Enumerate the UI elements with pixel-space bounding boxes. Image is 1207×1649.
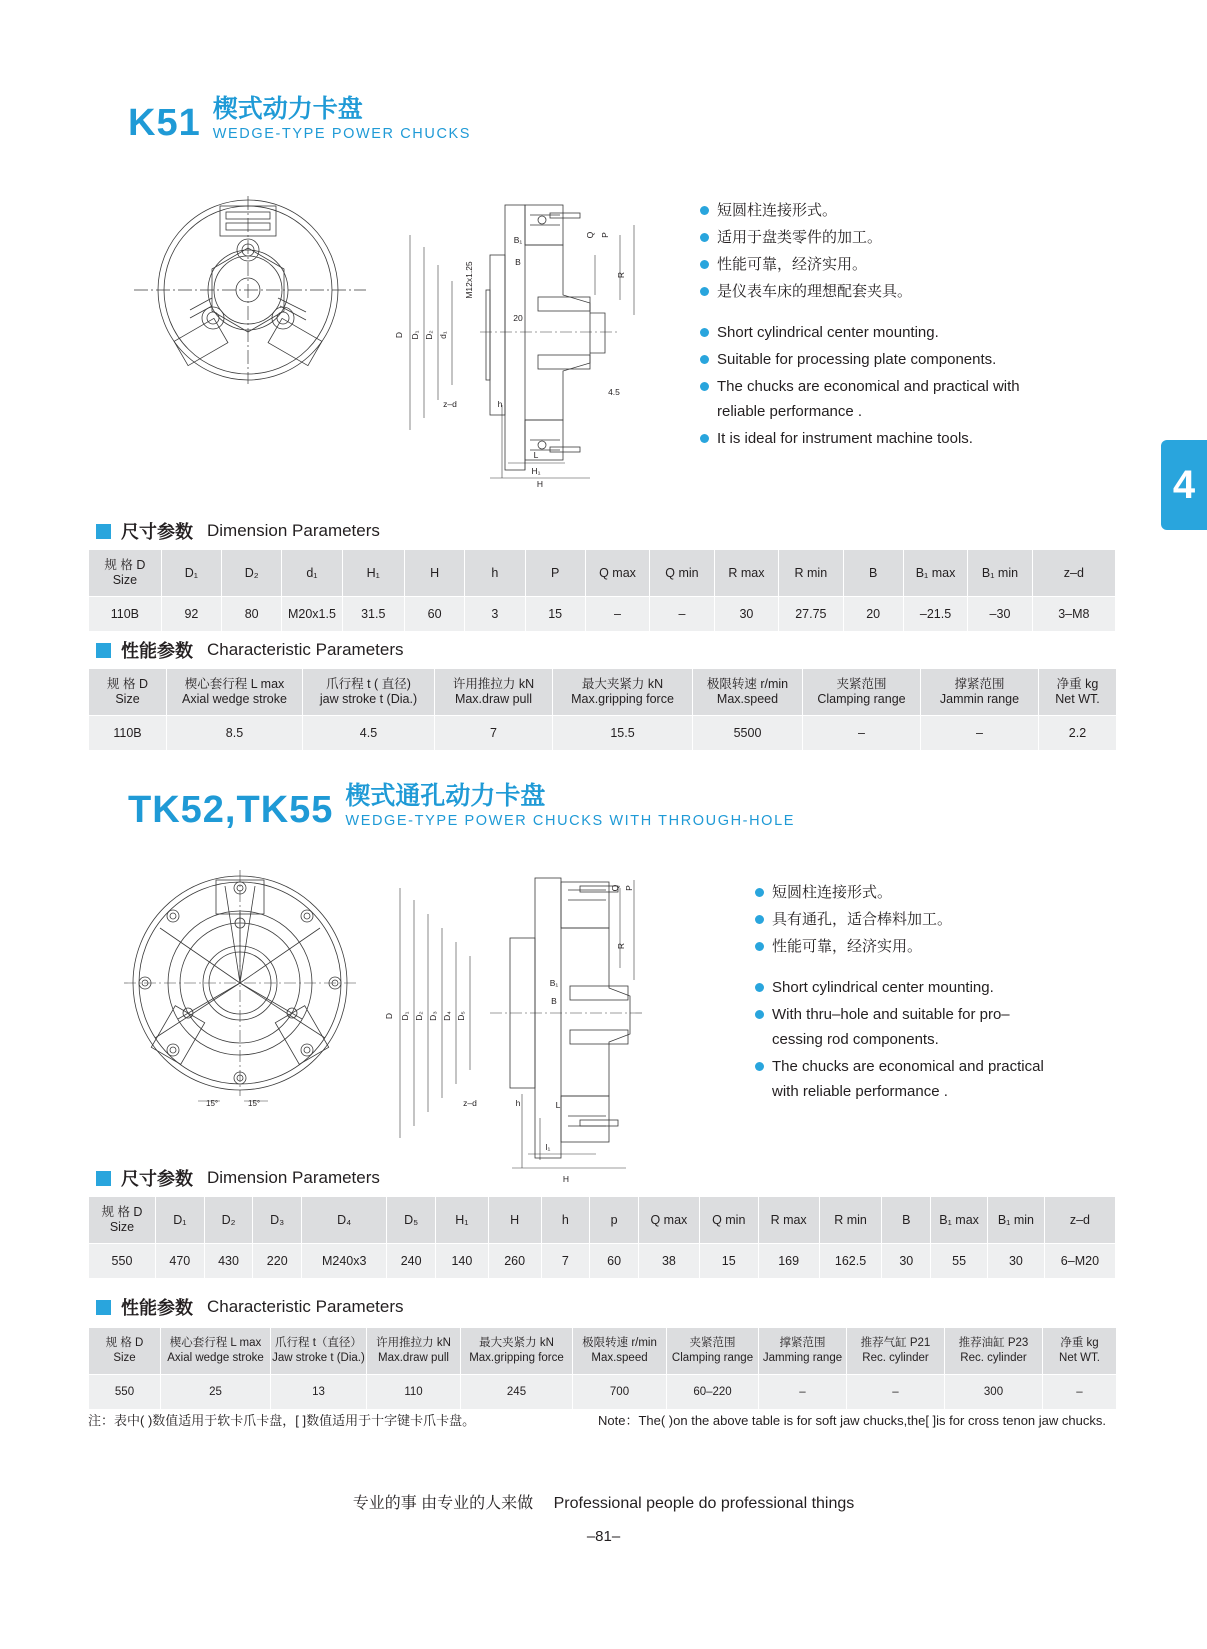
cell: 300 xyxy=(945,1375,1043,1410)
svg-text:H: H xyxy=(562,1174,570,1184)
svg-text:d₁: d₁ xyxy=(438,331,448,339)
cell: 7 xyxy=(435,716,553,751)
cell: 15 xyxy=(525,597,585,632)
bullet-text: Short cylindrical center mounting. xyxy=(717,324,939,341)
cell: 240 xyxy=(387,1244,436,1279)
col-rmax: R max xyxy=(714,550,778,597)
cell: – xyxy=(759,1375,847,1410)
cell: – xyxy=(585,597,649,632)
col-max-gripping-force: 最大夹紧力 kN Max.gripping force xyxy=(553,669,693,716)
table-row xyxy=(89,1244,1116,1279)
svg-text:z–d: z–d xyxy=(443,399,457,409)
bullet-text: 短圆柱连接形式。 xyxy=(717,202,838,219)
section1-code: K51 xyxy=(128,102,201,145)
bullet-text: The chucks are economical and practical with reliable performance . xyxy=(772,1058,1044,1100)
svg-text:B: B xyxy=(551,996,557,1006)
bullet-item xyxy=(755,1002,1055,1052)
col-max-speed: 极限转速 r/min Max.speed xyxy=(693,669,803,716)
heading-cn: 尺寸参数 xyxy=(121,1169,193,1189)
col-h1: H₁ xyxy=(342,550,404,597)
section2-title-en: WEDGE-TYPE POWER CHUCKS WITH THROUGH-HOLE xyxy=(345,813,796,830)
col-p: P xyxy=(525,550,585,597)
section2-title-cn: 楔式通孔动力卡盘 xyxy=(345,782,546,810)
col-d4: D₄ xyxy=(302,1197,387,1244)
section2-characteristic-table xyxy=(88,1327,1117,1410)
svg-text:L: L xyxy=(533,450,539,460)
svg-text:B₁: B₁ xyxy=(513,235,523,245)
section1-front-view-drawing xyxy=(120,190,380,390)
bullet-text: Short cylindrical center mounting. xyxy=(772,979,994,996)
cell: 3 xyxy=(465,597,525,632)
section2-title xyxy=(128,782,796,832)
svg-text:R: R xyxy=(616,271,626,279)
svg-text:D₄: D₄ xyxy=(442,1011,452,1021)
heading-cn: 性能参数 xyxy=(121,1298,193,1318)
square-marker-icon xyxy=(96,1171,111,1186)
bullet-text: 是仪表车床的理想配套夹具。 xyxy=(717,283,913,300)
svg-text:Q: Q xyxy=(610,884,620,892)
svg-text:R: R xyxy=(616,942,626,950)
svg-text:15°: 15° xyxy=(248,1099,261,1108)
col-b1min: B₁ min xyxy=(988,1197,1045,1244)
section2-bullets xyxy=(755,880,1055,1106)
col-size: 规 格 D Size xyxy=(89,669,167,716)
bullet-dot-icon xyxy=(755,983,764,992)
cell: – xyxy=(1043,1375,1117,1410)
cell: 60–220 xyxy=(667,1375,759,1410)
table-header-row xyxy=(89,550,1116,597)
cell: –21.5 xyxy=(903,597,967,632)
cell: 8.5 xyxy=(167,716,303,751)
section1-dim-heading xyxy=(96,518,380,544)
col-net-weight: 净重 kg Net WT. xyxy=(1039,669,1117,716)
col-hsmall: h xyxy=(465,550,525,597)
section1-title-cn: 楔式动力卡盘 xyxy=(212,95,363,123)
col-rmax: R max xyxy=(758,1197,819,1244)
cell: 25 xyxy=(161,1375,271,1410)
cell: 55 xyxy=(931,1244,988,1279)
col-qmin: Q min xyxy=(650,550,714,597)
svg-text:L: L xyxy=(555,1100,561,1110)
col-h1: H₁ xyxy=(436,1197,489,1244)
svg-text:B: B xyxy=(515,257,521,267)
square-marker-icon xyxy=(96,643,111,658)
cell: 92 xyxy=(161,597,221,632)
bullet-item xyxy=(700,225,1060,250)
col-max-draw-pull: 许用推拉力 kN Max.draw pull xyxy=(367,1328,461,1375)
col-jaw-stroke: 爪行程 t ( 直径) jaw stroke t (Dia.) xyxy=(303,669,435,716)
cell: – xyxy=(847,1375,945,1410)
section2-dim-heading xyxy=(96,1165,380,1191)
bullet-item xyxy=(700,279,1060,304)
cell: 430 xyxy=(204,1244,253,1279)
svg-text:D: D xyxy=(384,1012,394,1020)
col-net-weight: 净重 kg Net WT. xyxy=(1043,1328,1117,1375)
bullet-text: It is ideal for instrument machine tools. xyxy=(717,430,973,447)
col-d5: D₅ xyxy=(387,1197,436,1244)
section2-front-view-drawing xyxy=(120,868,370,1118)
col-hsmall: h xyxy=(541,1197,590,1244)
bullet-item xyxy=(755,975,1055,1000)
cell: 38 xyxy=(638,1244,699,1279)
col-p: p xyxy=(590,1197,639,1244)
col-qmax: Q max xyxy=(638,1197,699,1244)
svg-text:B₁: B₁ xyxy=(549,978,559,988)
bullet-text: With thru–hole and suitable for pro– cessing rod components. xyxy=(772,1006,1010,1048)
bullet-dot-icon xyxy=(755,915,764,924)
svg-text:D: D xyxy=(394,331,404,339)
section2-section-view-drawing xyxy=(380,868,650,1188)
svg-text:D₁: D₁ xyxy=(400,1011,410,1021)
bullet-text: The chucks are economical and practical with reliable performance . xyxy=(717,378,1020,420)
cell: 3–M8 xyxy=(1032,597,1115,632)
section1-title-en: WEDGE-TYPE POWER CHUCKS xyxy=(212,126,472,143)
col-d1small: d₁ xyxy=(282,550,342,597)
footnote-en: Note：The( )on the above table is for soft jaw chucks,the[ ]is for cross tenon jaw chucks. xyxy=(598,1413,1106,1428)
col-h: H xyxy=(488,1197,541,1244)
col-axial-wedge-stroke: 楔心套行程 L max Axial wedge stroke xyxy=(167,669,303,716)
col-max-draw-pull: 许用推拉力 kN Max.draw pull xyxy=(435,669,553,716)
cell: 27.75 xyxy=(779,597,843,632)
col-h: H xyxy=(404,550,464,597)
svg-text:P: P xyxy=(600,232,610,238)
col-size: 规 格 D Size xyxy=(89,1197,156,1244)
col-b1max: B₁ max xyxy=(931,1197,988,1244)
svg-text:D₅: D₅ xyxy=(456,1011,466,1021)
col-rmin: R min xyxy=(779,550,843,597)
footer-slogan-en: Professional people do professional things xyxy=(553,1495,855,1512)
cell: – xyxy=(650,597,714,632)
cell: 31.5 xyxy=(342,597,404,632)
cell: M240x3 xyxy=(302,1244,387,1279)
svg-text:D₂: D₂ xyxy=(414,1011,424,1021)
cell: 2.2 xyxy=(1039,716,1117,751)
bullet-item xyxy=(700,198,1060,223)
cell: 4.5 xyxy=(303,716,435,751)
col-size: 规 格 D Size xyxy=(89,550,162,597)
col-axial-wedge-stroke: 楔心套行程 L max Axial wedge stroke xyxy=(161,1328,271,1375)
heading-cn: 性能参数 xyxy=(121,641,193,661)
cell: 700 xyxy=(573,1375,667,1410)
cell: 550 xyxy=(89,1375,161,1410)
cell: 13 xyxy=(271,1375,367,1410)
bullet-text: 性能可靠，经济实用。 xyxy=(772,938,923,955)
col-rec-cylinder-p23: 推荐油缸 P23 Rec. cylinder xyxy=(945,1328,1043,1375)
bullet-text: 短圆柱连接形式。 xyxy=(772,884,893,901)
bullet-text: 性能可靠，经济实用。 xyxy=(717,256,868,273)
cell: 169 xyxy=(758,1244,819,1279)
cell: 7 xyxy=(541,1244,590,1279)
cell: 110 xyxy=(367,1375,461,1410)
heading-cn: 尺寸参数 xyxy=(121,522,193,542)
table-header-row xyxy=(89,1328,1117,1375)
svg-text:H₁: H₁ xyxy=(531,466,541,476)
section2-code: TK52,TK55 xyxy=(128,789,334,832)
cell: 110B xyxy=(89,597,162,632)
bullet-item xyxy=(700,252,1060,277)
col-jaw-stroke: 爪行程 t（直径） Jaw stroke t (Dia.) xyxy=(271,1328,367,1375)
svg-text:15°: 15° xyxy=(206,1099,219,1108)
col-b1max: B₁ max xyxy=(903,550,967,597)
cell: 60 xyxy=(590,1244,639,1279)
bullet-text: 具有通孔，适合棒料加工。 xyxy=(772,911,953,928)
svg-text:D₃: D₃ xyxy=(428,1011,438,1021)
col-zd: z–d xyxy=(1032,550,1115,597)
cell: 30 xyxy=(714,597,778,632)
bullet-dot-icon xyxy=(700,434,709,443)
svg-text:D₁: D₁ xyxy=(410,330,420,340)
heading-en: Dimension Parameters xyxy=(207,1168,380,1187)
svg-text:z–d: z–d xyxy=(463,1098,477,1108)
bullet-dot-icon xyxy=(700,260,709,269)
cell: 220 xyxy=(253,1244,302,1279)
section1-bullets xyxy=(700,198,1060,453)
col-b: B xyxy=(882,1197,931,1244)
heading-en: Dimension Parameters xyxy=(207,521,380,540)
square-marker-icon xyxy=(96,1300,111,1315)
cell: – xyxy=(921,716,1039,751)
bullet-dot-icon xyxy=(700,287,709,296)
svg-text:20: 20 xyxy=(513,313,523,323)
col-rmin: R min xyxy=(819,1197,882,1244)
svg-text:Q: Q xyxy=(585,231,595,239)
col-d1: D₁ xyxy=(161,550,221,597)
svg-text:h: h xyxy=(497,399,503,409)
cell: 6–M20 xyxy=(1044,1244,1115,1279)
col-max-speed: 极限转速 r/min Max.speed xyxy=(573,1328,667,1375)
col-d3: D₃ xyxy=(253,1197,302,1244)
table-row xyxy=(89,716,1117,751)
col-jamming-range: 撑紧范围 Jammin range xyxy=(921,669,1039,716)
section1-char-heading xyxy=(96,637,404,663)
section2-char-heading xyxy=(96,1294,404,1320)
bullet-item xyxy=(755,907,1055,932)
bullet-item xyxy=(700,347,1060,372)
col-zd: z–d xyxy=(1044,1197,1115,1244)
footer-slogan-cn: 专业的事 由专业的人来做 xyxy=(352,1495,534,1512)
svg-text:l₁: l₁ xyxy=(545,1142,551,1152)
page-number: –81– xyxy=(586,1528,621,1545)
table-row xyxy=(89,597,1116,632)
col-jamming-range: 撑紧范围 Jamming range xyxy=(759,1328,847,1375)
col-rec-cylinder-p21: 推荐气缸 P21 Rec. cylinder xyxy=(847,1328,945,1375)
cell: –30 xyxy=(968,597,1032,632)
cell: 20 xyxy=(843,597,903,632)
bullet-dot-icon xyxy=(755,888,764,897)
cell: 260 xyxy=(488,1244,541,1279)
table-row xyxy=(89,1375,1117,1410)
cell: 470 xyxy=(155,1244,204,1279)
bullet-dot-icon xyxy=(700,328,709,337)
bullet-text: Suitable for processing plate components. xyxy=(717,351,997,368)
cell: 60 xyxy=(404,597,464,632)
page-section-tab: 4 xyxy=(1161,440,1207,530)
cell: 245 xyxy=(461,1375,573,1410)
bullet-dot-icon xyxy=(755,1062,764,1071)
col-clamping-range: 夹紧范围 Clamping range xyxy=(667,1328,759,1375)
cell: 80 xyxy=(222,597,282,632)
col-d2: D₂ xyxy=(222,550,282,597)
bullet-text: 适用于盘类零件的加工。 xyxy=(717,229,883,246)
square-marker-icon xyxy=(96,524,111,539)
cell: M20x1.5 xyxy=(282,597,342,632)
section1-characteristic-table xyxy=(88,668,1117,751)
svg-text:H: H xyxy=(536,479,544,489)
col-qmax: Q max xyxy=(585,550,649,597)
cell: 15.5 xyxy=(553,716,693,751)
cell: 5500 xyxy=(693,716,803,751)
section2-dimension-table xyxy=(88,1196,1116,1279)
heading-en: Characteristic Parameters xyxy=(207,640,404,659)
bullet-dot-icon xyxy=(700,382,709,391)
bullet-dot-icon xyxy=(700,206,709,215)
bullet-item xyxy=(700,320,1060,345)
col-size: 规 格 D Size xyxy=(89,1328,161,1375)
cell: 140 xyxy=(436,1244,489,1279)
col-clamping-range: 夹紧范围 Clamping range xyxy=(803,669,921,716)
col-b: B xyxy=(843,550,903,597)
bullet-dot-icon xyxy=(755,1010,764,1019)
bullet-dot-icon xyxy=(700,233,709,242)
section1-title xyxy=(128,95,472,145)
cell: 162.5 xyxy=(819,1244,882,1279)
col-d2: D₂ xyxy=(204,1197,253,1244)
bullet-item xyxy=(755,880,1055,905)
svg-text:P: P xyxy=(624,885,634,891)
svg-text:M12x1.25: M12x1.25 xyxy=(464,261,474,299)
cell: 15 xyxy=(699,1244,758,1279)
bullet-item xyxy=(755,1054,1055,1104)
svg-text:h: h xyxy=(515,1098,521,1108)
section1-section-view-drawing xyxy=(390,195,670,490)
col-max-gripping-force: 最大夹紧力 kN Max.gripping force xyxy=(461,1328,573,1375)
col-b1min: B₁ min xyxy=(968,550,1032,597)
cell: 550 xyxy=(89,1244,156,1279)
bullet-item xyxy=(755,934,1055,959)
footnote-cn: 注：表中( )数值适用于软卡爪卡盘，[ ]数值适用于十字键卡爪卡盘。 xyxy=(88,1413,476,1428)
col-d1: D₁ xyxy=(155,1197,204,1244)
table-header-row xyxy=(89,1197,1116,1244)
table-header-row xyxy=(89,669,1117,716)
cell: 110B xyxy=(89,716,167,751)
svg-text:D₂: D₂ xyxy=(424,330,434,340)
bullet-dot-icon xyxy=(700,355,709,364)
bullet-dot-icon xyxy=(755,942,764,951)
cell: 30 xyxy=(882,1244,931,1279)
svg-text:4.5: 4.5 xyxy=(608,387,620,397)
heading-en: Characteristic Parameters xyxy=(207,1297,404,1316)
section1-dimension-table xyxy=(88,549,1116,632)
bullet-item xyxy=(700,426,1060,451)
col-qmin: Q min xyxy=(699,1197,758,1244)
bullet-item xyxy=(700,374,1060,424)
footer-slogan xyxy=(0,1490,1207,1513)
cell: 30 xyxy=(988,1244,1045,1279)
cell: – xyxy=(803,716,921,751)
